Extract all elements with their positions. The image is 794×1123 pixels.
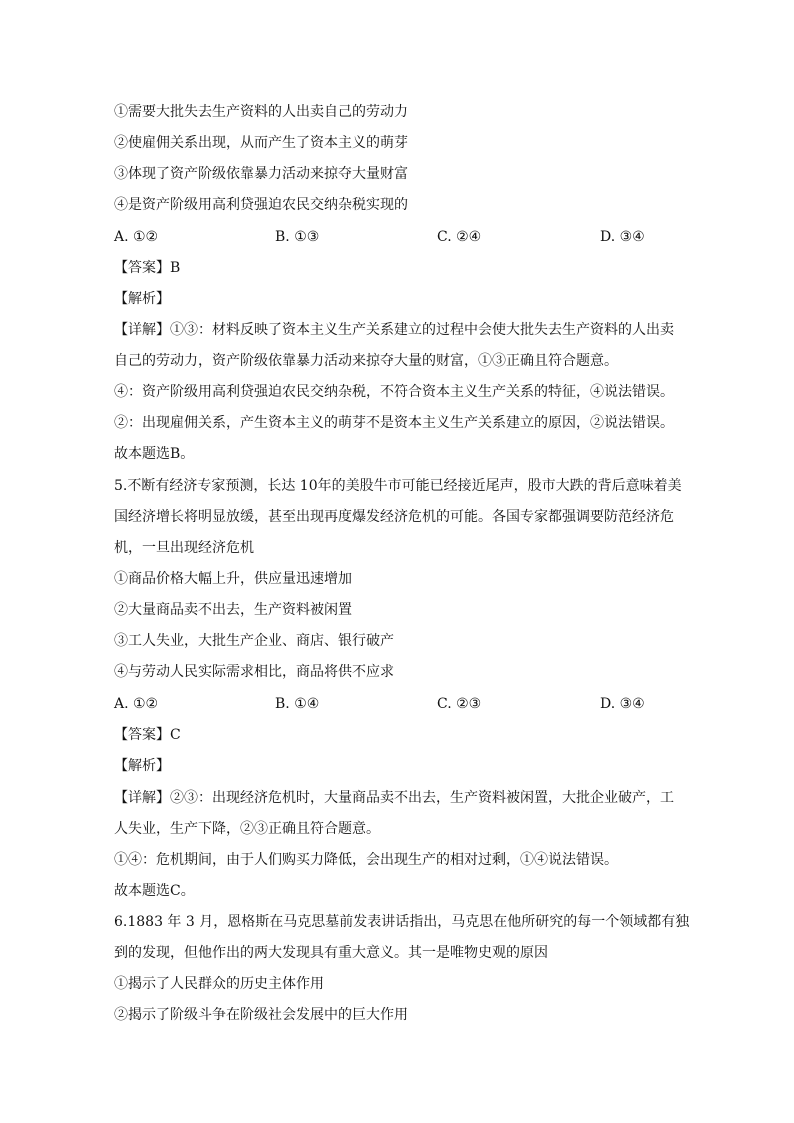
q4-analysis-label: 【解析】: [114, 291, 170, 307]
q5-stem-line-1: 5.不断有经济专家预测，长达 10年的美股牛市可能已经接近尾声，股市大跌的背后意味着美: [114, 478, 682, 494]
q5-explanation-line-3: ①④：危机期间，由于人们购买力降低，会出现生产的相对过剩，①④说法错误。: [114, 852, 618, 868]
q5-answer: 【答案】C: [114, 727, 181, 743]
q4-option-b: B. ①③: [275, 229, 320, 245]
q4-option-c: C. ②④: [437, 229, 482, 245]
q5-stem-line-2: 国经济增长将明显放缓，甚至出现再度爆发经济危机的可能。各国专家都强调要防范经济危: [114, 509, 674, 525]
q4-explanation-line-2: 自己的劳动力，资产阶级依靠暴力活动来掠夺大量的财富，①③正确且符合题意。: [114, 353, 618, 369]
q4-statement-3: ③体现了资产阶级依靠暴力活动来掠夺大量财富: [114, 166, 408, 182]
q4-option-a: A. ①②: [114, 229, 159, 245]
q5-conclusion: 故本题选C。: [114, 883, 195, 899]
q5-explanation-line-1: 【详解】②③：出现经济危机时，大量商品卖不出去，生产资料被闲置，大批企业破产，工: [114, 790, 674, 806]
q4-explanation-line-3: ④：资产阶级用高利贷强迫农民交纳杂税，不符合资本主义生产关系的特征，④说法错误。: [114, 384, 674, 400]
q4-conclusion: 故本题选B。: [114, 446, 195, 462]
q4-option-d: D. ③④: [600, 229, 645, 245]
q6-stem-line-1: 6.1883 年 3 月，恩格斯在马克思墓前发表讲话指出，马克思在他所研究的每一个领域都有独: [114, 914, 690, 930]
q5-statement-4: ④与劳动人民实际需求相比，商品将供不应求: [114, 664, 394, 680]
q5-option-a: A. ①②: [114, 696, 159, 712]
q5-option-d: D. ③④: [600, 696, 645, 712]
q5-option-c: C. ②③: [437, 696, 482, 712]
q4-answer: 【答案】B: [114, 260, 181, 276]
q5-statement-3: ③工人失业，大批生产企业、商店、银行破产: [114, 633, 394, 649]
q6-statement-1: ①揭示了人民群众的历史主体作用: [114, 976, 324, 992]
q6-statement-2: ②揭示了阶级斗争在阶级社会发展中的巨大作用: [114, 1007, 408, 1023]
q5-analysis-label: 【解析】: [114, 758, 170, 774]
q5-statement-2: ②大量商品卖不出去，生产资料被闲置: [114, 602, 352, 618]
q5-options-row: [114, 694, 684, 714]
q4-statement-4: ④是资产阶级用高利贷强迫农民交纳杂税实现的: [114, 197, 408, 213]
q4-statement-1: ①需要大批失去生产资料的人出卖自己的劳动力: [114, 104, 408, 120]
q5-statement-1: ①商品价格大幅上升，供应量迅速增加: [114, 571, 352, 587]
q4-statement-2: ②使雇佣关系出现，从而产生了资本主义的萌芽: [114, 135, 408, 151]
q4-options-row: [114, 227, 684, 247]
q4-explanation-line-4: ②：出现雇佣关系，产生资本主义的萌芽不是资本主义生产关系建立的原因，②说法错误。: [114, 415, 674, 431]
q4-explanation-line-1: 【详解】①③：材料反映了资本主义生产关系建立的过程中会使大批失去生产资料的人出卖: [114, 322, 674, 338]
q5-stem-line-3: 机，一旦出现经济危机: [114, 540, 254, 556]
q6-stem-line-2: 到的发现，但他作出的两大发现具有重大意义。其一是唯物史观的原因: [114, 945, 548, 961]
q5-explanation-line-2: 人失业，生产下降，②③正确且符合题意。: [114, 821, 380, 837]
q5-option-b: B. ①④: [275, 696, 320, 712]
